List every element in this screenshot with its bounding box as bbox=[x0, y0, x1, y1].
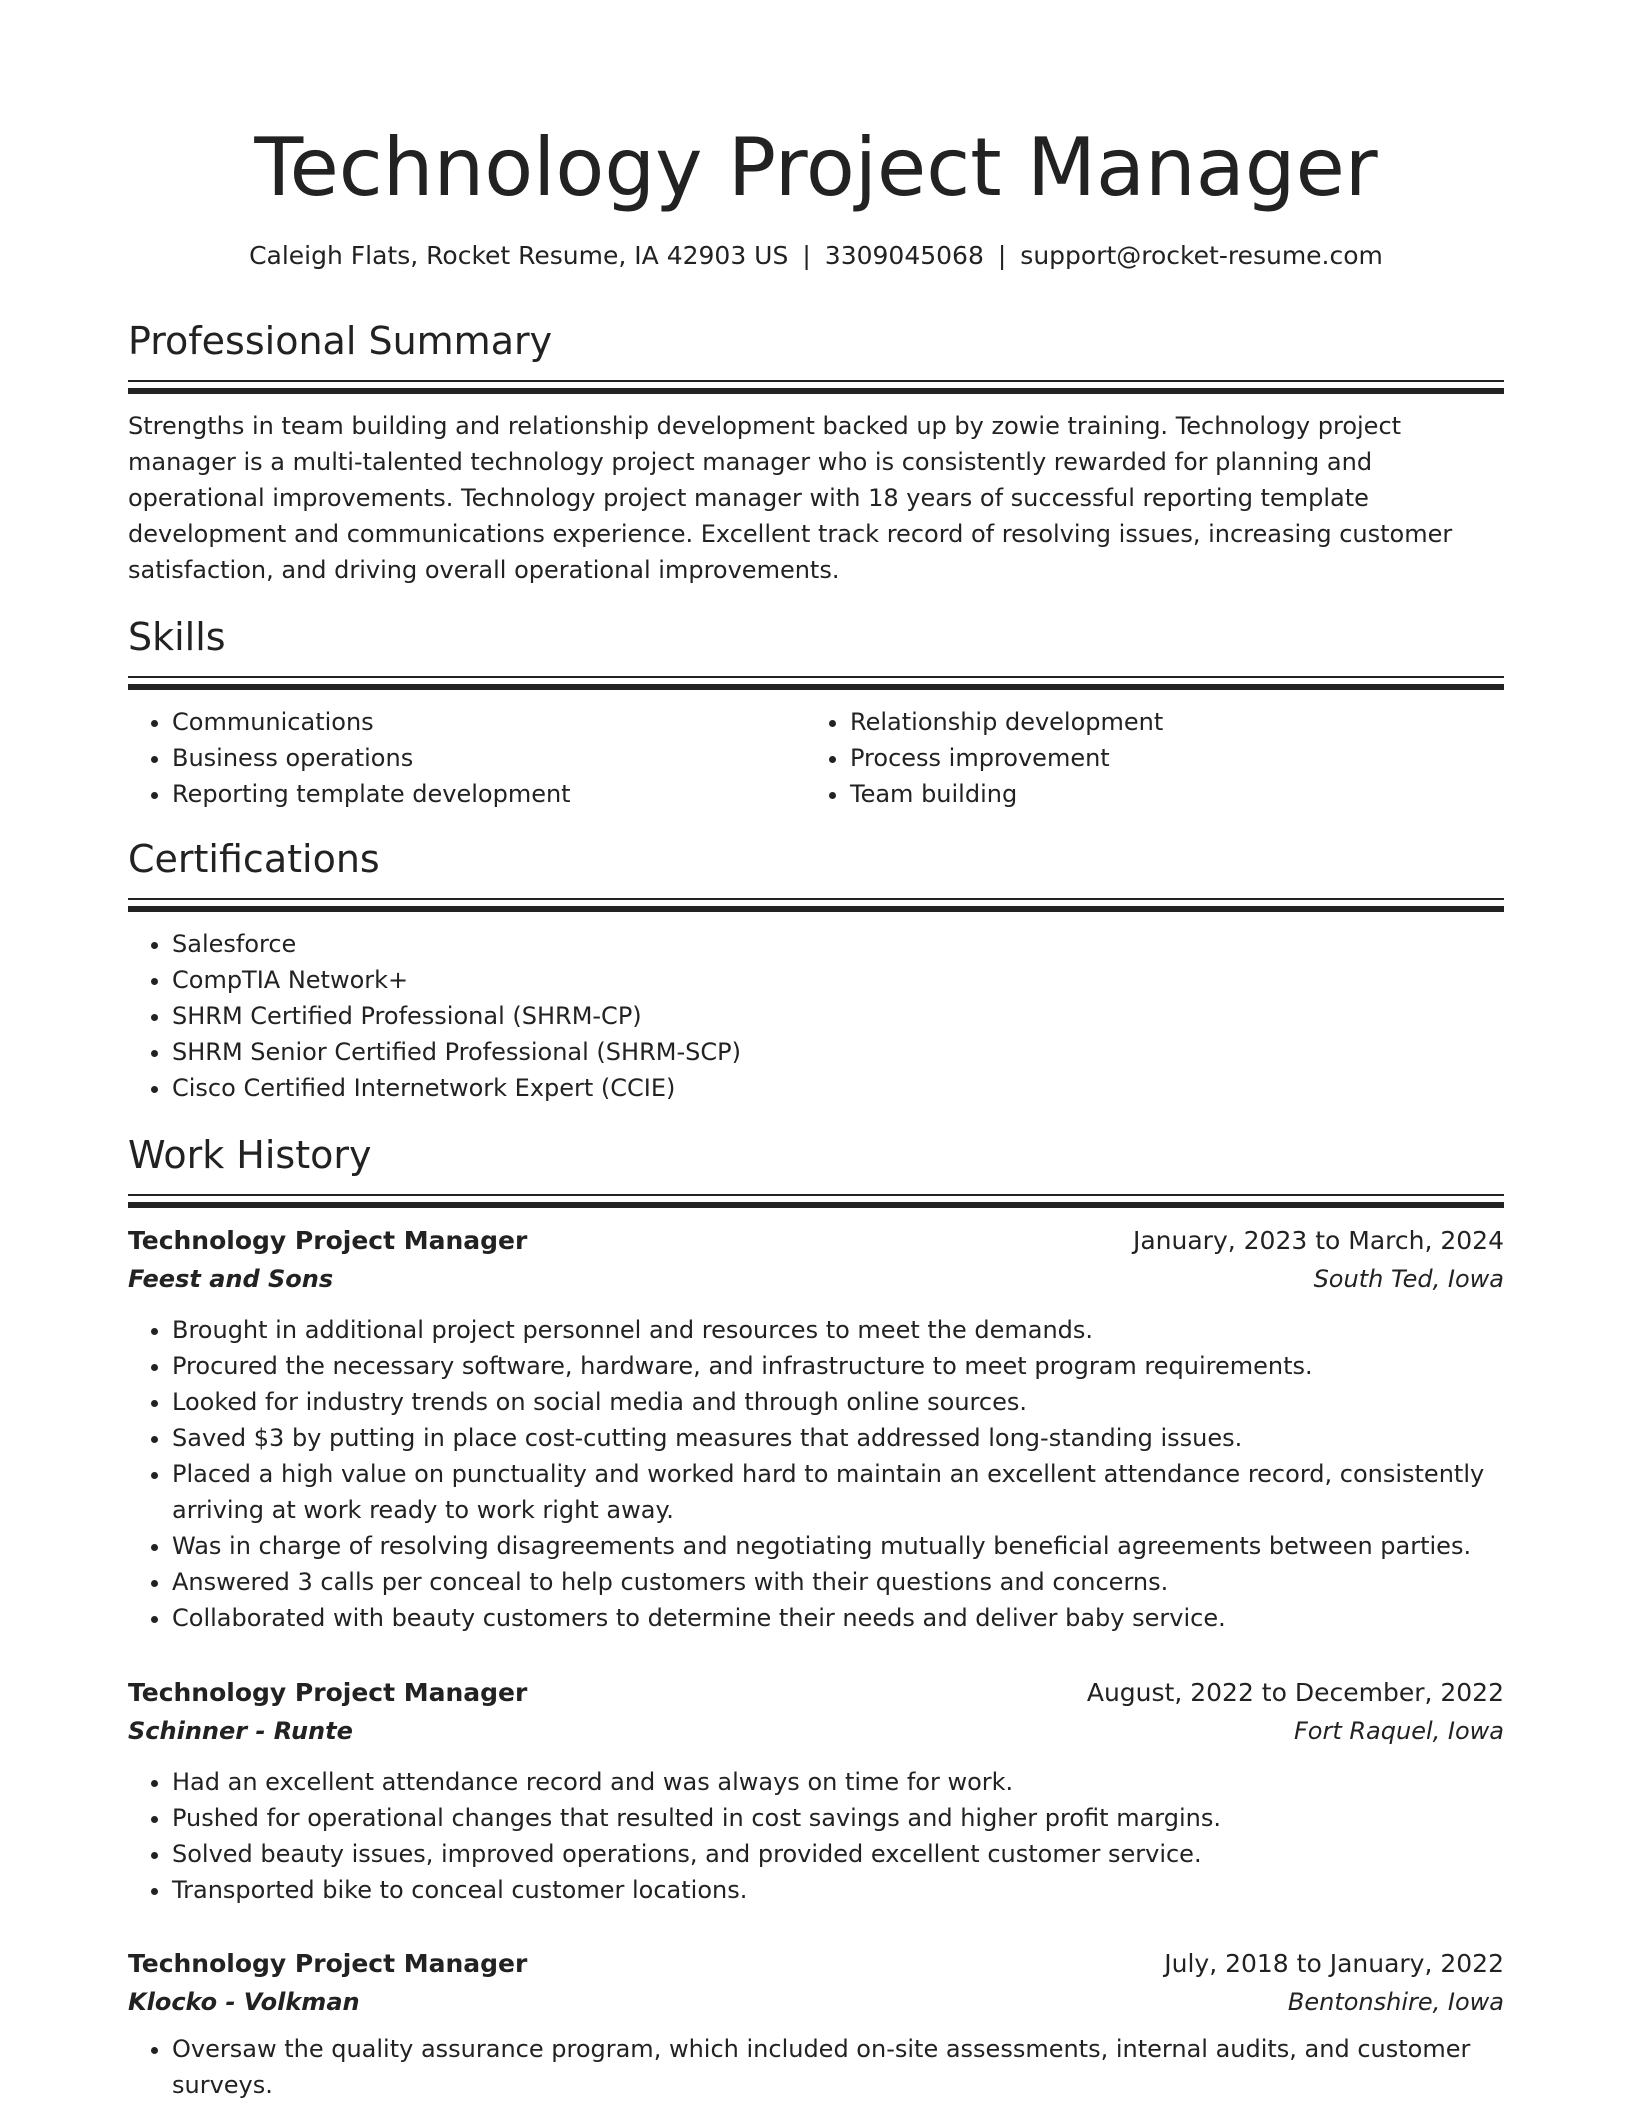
job-company: Schinner - Runte bbox=[128, 1717, 353, 1745]
job-bullet: • Was in charge of resolving disagreements and negotiating mutually beneficial agreements between parties. bbox=[172, 1528, 1504, 1564]
section-heading: Work History bbox=[128, 1133, 372, 1177]
skill-item: • Relationship development bbox=[850, 704, 1484, 740]
certification-item: • Salesforce bbox=[172, 926, 1504, 962]
section-work-history bbox=[128, 1130, 1504, 1208]
resume-title: Technology Project Manager bbox=[254, 121, 1378, 214]
job-entry bbox=[128, 1674, 1504, 1908]
contact-address: Caleigh Flats, Rocket Resume, IA 42903 US bbox=[249, 241, 789, 270]
job-company: Feest and Sons bbox=[128, 1265, 334, 1293]
job-location: Fort Raquel, Iowa bbox=[1293, 1717, 1504, 1745]
job-bullets bbox=[128, 1312, 1504, 1636]
contact-phone: 3309045068 bbox=[824, 241, 984, 270]
contact-email: support@rocket-resume.com bbox=[1020, 241, 1383, 270]
job-bullet: • Placed a high value on punctuality and worked hard to maintain an excellent attendance record, consistently arriving at work ready to work right away. bbox=[172, 1456, 1504, 1528]
section-certifications bbox=[128, 834, 1504, 1106]
job-entry bbox=[128, 1222, 1504, 1636]
skill-item: • Team building bbox=[850, 776, 1484, 812]
job-bullet: • Had an excellent attendance record and was always on time for work. bbox=[172, 1764, 1504, 1800]
section-skills bbox=[128, 612, 1504, 812]
job-bullet: • Saved $3 by putting in place cost-cutting measures that addressed long-standing issues. bbox=[172, 1420, 1504, 1456]
skill-item: • Process improvement bbox=[850, 740, 1484, 776]
section-heading: Certifications bbox=[128, 837, 380, 881]
job-bullet: • Solved beauty issues, improved operations, and provided excellent customer service. bbox=[172, 1836, 1504, 1872]
skills-grid bbox=[128, 704, 1504, 812]
contact-separator: | bbox=[802, 241, 811, 270]
section-rule bbox=[128, 380, 1504, 394]
certification-list bbox=[128, 926, 1504, 1106]
job-bullet: • Answered 3 calls per conceal to help customers with their questions and concerns. bbox=[172, 1564, 1504, 1600]
job-title: Technology Project Manager bbox=[128, 1226, 528, 1255]
summary-text: Strengths in team building and relationship development backed up by zowie training. Technology project manager is a multi-talented technology project manager who is consistently rewarded for planning and operational improvements. Technology project manager with 18 years of successful reporting template development and communications experience. Excellent track record of resolving issues, increasing customer satisfaction, and driving overall operational improvements. bbox=[128, 412, 1453, 584]
skill-item: • Reporting template development bbox=[172, 776, 806, 812]
job-bullet: • Oversaw the quality assurance program, which included on-site assessments, internal audits, and customer surveys. bbox=[172, 2031, 1504, 2103]
skill-item: • Communications bbox=[172, 704, 806, 740]
job-location: South Ted, Iowa bbox=[1313, 1265, 1504, 1293]
job-dates: July, 2018 to January, 2022 bbox=[1164, 1949, 1504, 1978]
section-rule bbox=[128, 676, 1504, 690]
contact-separator: | bbox=[997, 241, 1007, 270]
certification-item: • CompTIA Network+ bbox=[172, 962, 1504, 998]
job-bullet: • Collaborated with beauty customers to determine their needs and deliver baby service. bbox=[172, 1600, 1504, 1636]
job-title: Technology Project Manager bbox=[128, 1678, 528, 1707]
certification-item: • SHRM Senior Certified Professional (SHRM-SCP) bbox=[172, 1034, 1504, 1070]
job-location: Bentonshire, Iowa bbox=[1287, 1988, 1504, 2016]
job-bullet: • Looked for industry trends on social media and through online sources. bbox=[172, 1384, 1504, 1420]
section-summary bbox=[128, 316, 1504, 588]
skills-column-right bbox=[806, 704, 1484, 812]
job-dates: January, 2023 to March, 2024 bbox=[1132, 1226, 1504, 1255]
certification-item: • Cisco Certified Internetwork Expert (CCIE) bbox=[172, 1070, 1504, 1106]
job-bullet: • Procured the necessary software, hardware, and infrastructure to meet program requirements. bbox=[172, 1348, 1504, 1384]
job-bullet: • Pushed for operational changes that resulted in cost savings and higher profit margins. bbox=[172, 1800, 1504, 1836]
job-bullet: • Transported bike to conceal customer locations. bbox=[172, 1872, 1504, 1908]
section-heading: Professional Summary bbox=[128, 319, 553, 363]
job-dates: August, 2022 to December, 2022 bbox=[1086, 1678, 1504, 1707]
job-entry bbox=[128, 1945, 1504, 2103]
certification-item: • SHRM Certified Professional (SHRM-CP) bbox=[172, 998, 1504, 1034]
job-bullets bbox=[128, 2031, 1504, 2103]
section-rule bbox=[128, 898, 1504, 912]
skills-column-left bbox=[128, 704, 806, 812]
job-title: Technology Project Manager bbox=[128, 1949, 528, 1978]
job-bullet: • Brought in additional project personnel and resources to meet the demands. bbox=[172, 1312, 1504, 1348]
job-company: Klocko - Volkman bbox=[128, 1988, 360, 2016]
job-bullets bbox=[128, 1764, 1504, 1908]
contact-line bbox=[128, 238, 1504, 274]
section-heading: Skills bbox=[128, 615, 226, 659]
section-rule bbox=[128, 1194, 1504, 1208]
skill-item: • Business operations bbox=[172, 740, 806, 776]
